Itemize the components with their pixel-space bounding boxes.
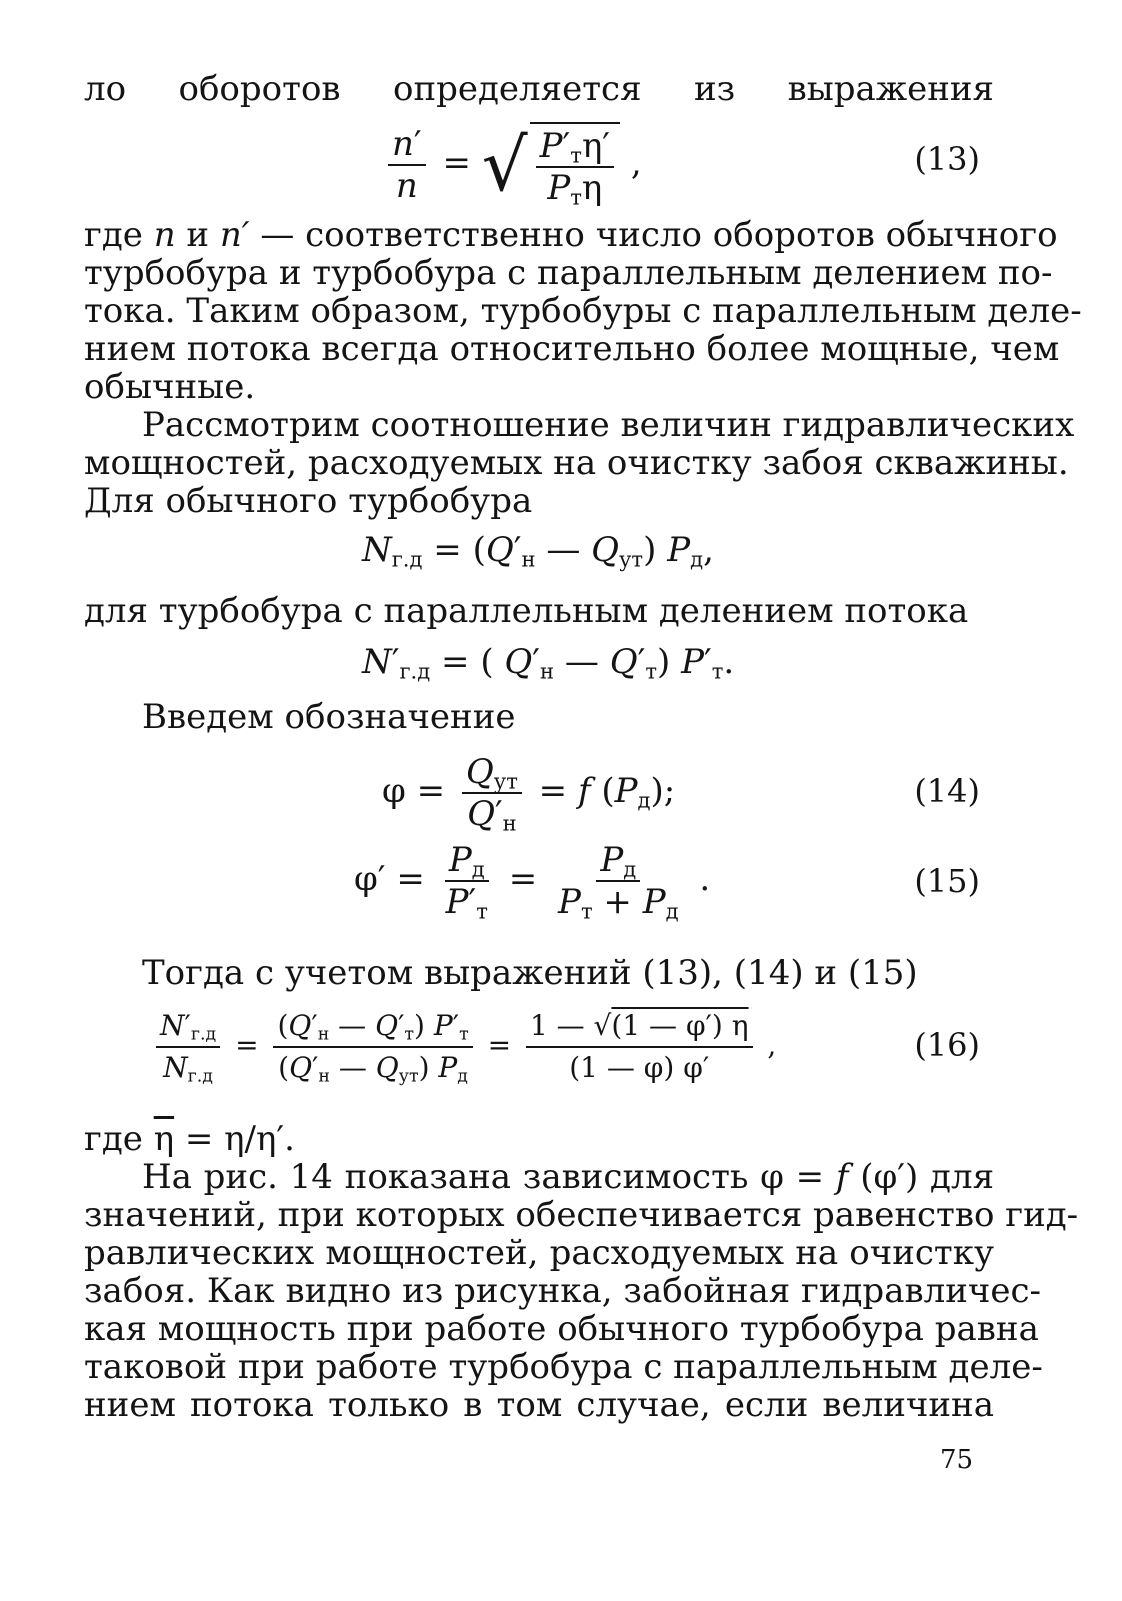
equation-14: φ = $\frac{Q_{ут}}{Q'_н}$ = f $(P_д)$; xyxy=(382,752,676,836)
text-line-5: нием потока всегда относительно более мощные, чем xyxy=(84,329,1060,369)
text-line-6: обычные. xyxy=(84,367,256,407)
text-line-14: значений, при которых обеспечивается равенство гид- xyxy=(84,1195,1079,1235)
text-line-16: забоя. Как видно из рисунка, забойная гидравличес- xyxy=(84,1271,1041,1311)
equation-16-label: (16) xyxy=(914,1026,980,1064)
equation-power-parallel: $N'_{г.д}$ = ( $Q'_н$ — $Q'_т$) $P'_т$. xyxy=(362,642,735,684)
text-line-1: ло оборотов определяется из выражения xyxy=(84,69,994,109)
text-line-eta: где $\overline{\eta} = \eta/\eta'$. xyxy=(84,1119,295,1159)
equation-14-label: (14) xyxy=(914,772,980,810)
equation-15-label: (15) xyxy=(914,862,980,900)
text-line-12: Тогда с учетом выражений (13), (14) и (15) xyxy=(142,953,918,993)
text-line-4: тока. Таким образом, турбобуры с параллельным деле- xyxy=(84,291,1082,331)
text-line-13: На рис. 14 показана зависимость φ = f (φ′) для xyxy=(142,1157,995,1197)
text-line-15: равлических мощностей, расходуемых на очистку xyxy=(84,1233,994,1273)
text-line-2: где n и n′ — соответственно число оборотов обычного xyxy=(84,215,1058,255)
text-line-18: таковой при работе турбобура с параллельным деле- xyxy=(84,1347,1043,1387)
equation-power-standard: $N_{г.д} = (Q'_н$ — $Q_{ут}$) $P_д$, xyxy=(362,530,714,572)
equation-16: $\frac{N'_{г.д}}{N_{г.д}}$ = $\frac{(Q'_н — Q'_т) P'_т}{(Q'_н — Q_{ут}) P_д}$ = $\frac{1 — √(1 — \varphi') \eta}{(1 — \varphi) \varphi'}$ , xyxy=(150,1006,776,1088)
equation-15: φ′ = $\frac{P_д}{P'_т}$ = $\frac{P_д}{P_т + P_д}$ . xyxy=(354,840,711,924)
text-line-9: Для обычного турбобура xyxy=(84,481,533,521)
text-line-3: турбобура и турбобура с параллельным делением по- xyxy=(84,253,1053,293)
text-line-11: Введем обозначение xyxy=(142,697,516,737)
equation-13: $\frac{n'}{n}$ = √ $\frac{P'_т\eta'}{P_т\eta}$ , xyxy=(382,122,642,208)
text-line-17: кая мощность при работе обычного турбобура равна xyxy=(84,1309,1039,1349)
text-line-8: мощностей, расходуемых на очистку забоя скважины. xyxy=(84,443,1069,483)
text-line-7: Рассмотрим соотношение величин гидравлических xyxy=(142,405,1075,445)
text-line-10: для турбобура с параллельным делением потока xyxy=(84,591,969,631)
equation-13-label: (13) xyxy=(914,140,980,178)
page-number: 75 xyxy=(940,1445,974,1475)
text-line-19: нием потока только в том случае, если величина xyxy=(84,1385,994,1425)
